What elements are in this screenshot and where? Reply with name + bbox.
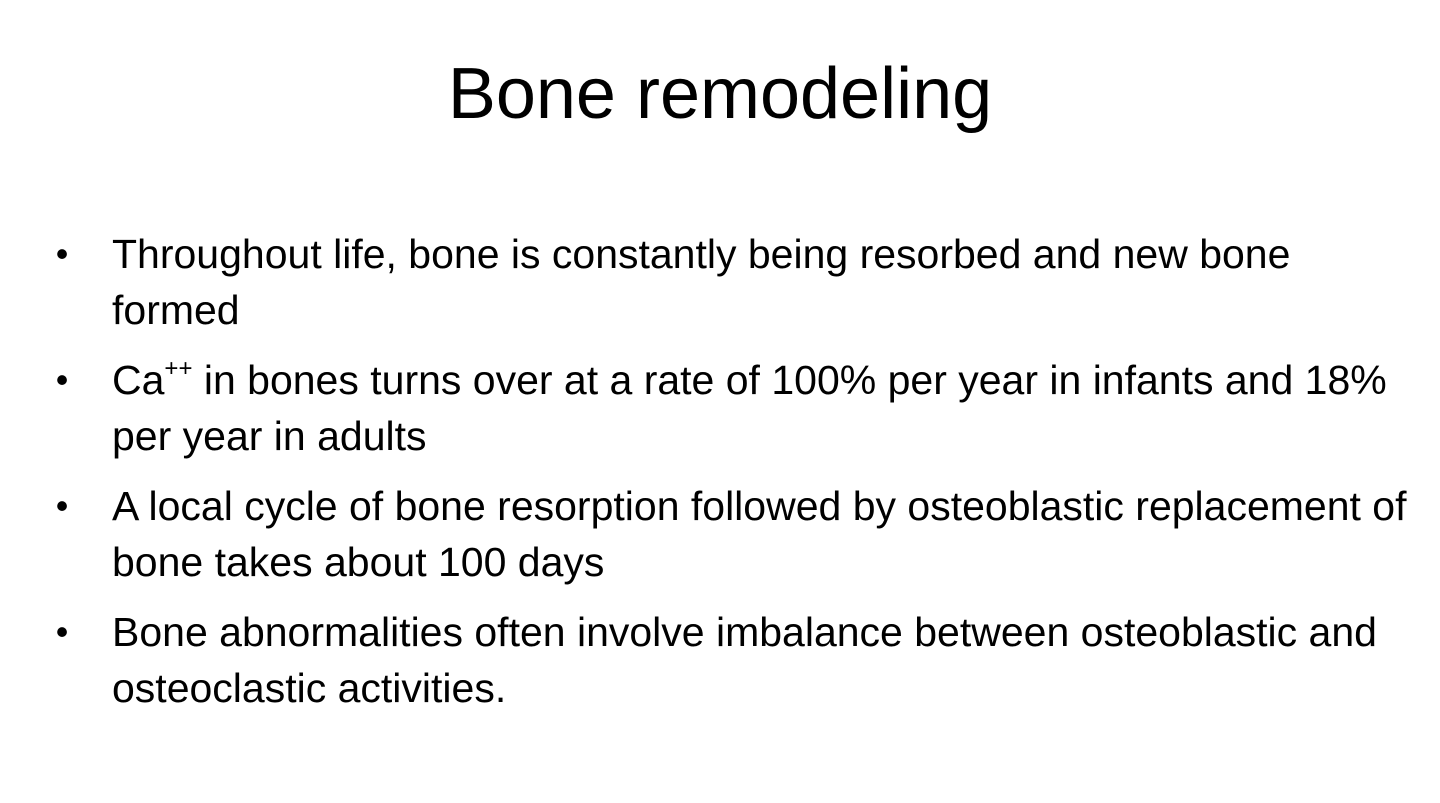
calcium-symbol: Ca — [112, 357, 165, 403]
bullet-item — [50, 226, 1410, 338]
ion-charge-superscript: ++ — [164, 355, 193, 382]
bullet-item — [50, 604, 1410, 716]
bullet-item — [50, 478, 1410, 590]
bullet-text: A local cycle of bone resorption followed by osteoblastic replacement of bone takes about 100 days — [112, 483, 1407, 585]
bullet-list — [50, 226, 1410, 730]
slide-title: Bone remodeling — [447, 54, 993, 134]
bullet-text-rest: in bones turns over at a rate of 100% per year in infants and 18% per year in adults — [112, 357, 1387, 459]
bullet-text: Bone abnormalities often involve imbalance between osteoblastic and osteoclastic activities. — [112, 609, 1377, 711]
bullet-point-icon: • — [55, 359, 69, 400]
bullet-text — [112, 357, 1387, 459]
bullet-point-icon: • — [55, 485, 69, 526]
bullet-point-icon: • — [55, 233, 69, 274]
bullet-item — [50, 352, 1410, 464]
bullet-point-icon: • — [55, 611, 69, 652]
bullet-text: Throughout life, bone is constantly being resorbed and new bone formed — [112, 231, 1291, 333]
